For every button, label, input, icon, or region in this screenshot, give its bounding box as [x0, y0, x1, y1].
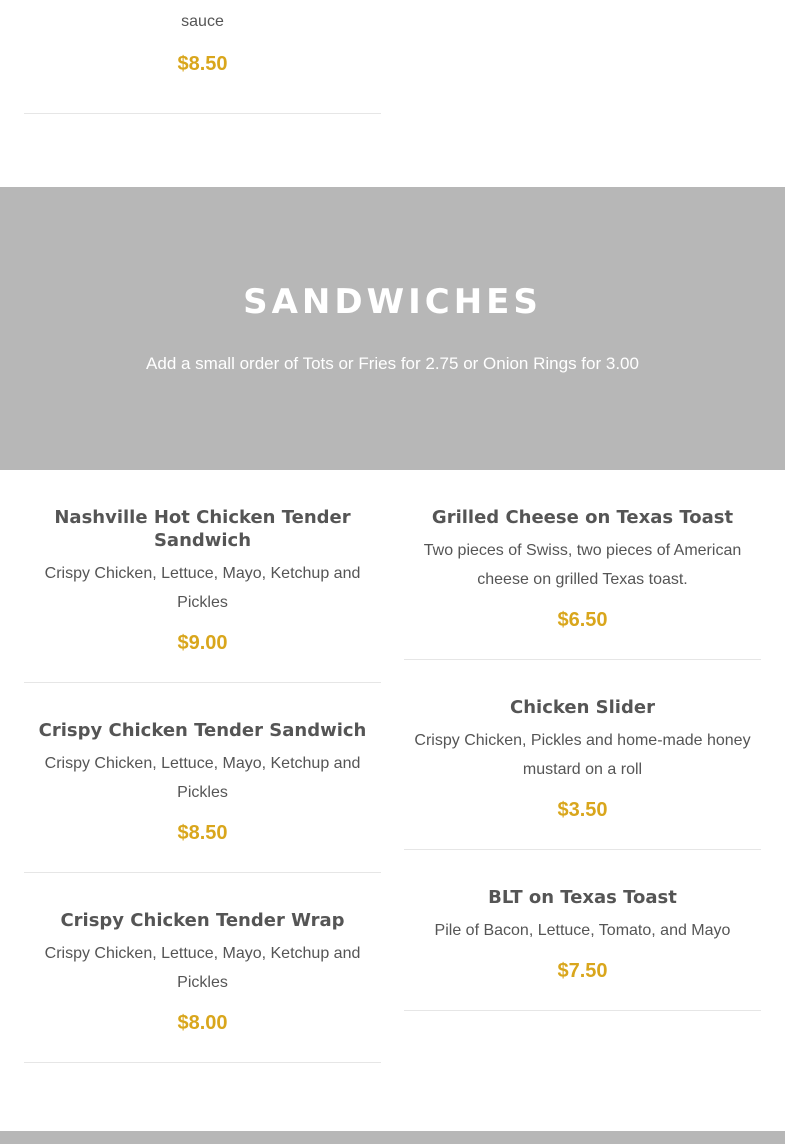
- menu-item-description: Crispy Chicken, Lettuce, Mayo, Ketchup and Pickles: [44, 565, 361, 611]
- section-subtitle: Add a small order of Tots or Fries for 2.75 or Onion Rings for 3.00: [146, 354, 639, 373]
- menu-item: [404, 850, 761, 1011]
- menu-column-right: [404, 470, 761, 1011]
- menu-item-description: Crispy Chicken, Pickles and home-made honey mustard on a roll: [414, 732, 751, 778]
- menu-item-description: Crispy Chicken, Lettuce, Mayo, Ketchup and Pickles: [44, 945, 361, 991]
- menu-item-price: $7.50: [557, 960, 608, 982]
- menu-item: [24, 470, 381, 683]
- menu-item-name: Crispy Chicken Tender Sandwich: [38, 720, 367, 741]
- menu-item-price: $8.50: [177, 822, 228, 844]
- menu-item-name: BLT on Texas Toast: [488, 887, 677, 908]
- menu-item-name: Chicken Slider: [510, 697, 655, 718]
- menu-item-price: $8.00: [177, 1012, 228, 1034]
- menu-item-description: Pile of Bacon, Lettuce, Tomato, and Mayo: [434, 922, 731, 939]
- menu-item-description: Two pieces of Swiss, two pieces of American cheese on grilled Texas toast.: [423, 542, 742, 588]
- menu-item-price: $9.00: [177, 632, 228, 654]
- menu-item-price: $6.50: [557, 609, 608, 631]
- menu-item-name: Crispy Chicken Tender Wrap: [60, 910, 345, 931]
- next-section-banner: [0, 1131, 785, 1144]
- menu-item-price: $8.50: [177, 53, 228, 75]
- menu-item-name: Grilled Cheese on Texas Toast: [431, 507, 734, 528]
- section-banner: [0, 187, 785, 470]
- menu-item-price: $3.50: [557, 799, 608, 821]
- menu-item-description: sauce: [181, 13, 224, 30]
- section-title: SANDWICHES: [243, 282, 542, 322]
- menu-item: [24, 683, 381, 873]
- menu-item-name: Nashville Hot Chicken Tender Sandwich: [54, 507, 351, 551]
- menu-item: [404, 660, 761, 850]
- menu-item-description: Crispy Chicken, Lettuce, Mayo, Ketchup and Pickles: [44, 755, 361, 801]
- menu-item: [24, 873, 381, 1063]
- menu-column-left: [24, 470, 381, 1063]
- menu-item: [404, 470, 761, 660]
- previous-menu-item: [24, 0, 381, 114]
